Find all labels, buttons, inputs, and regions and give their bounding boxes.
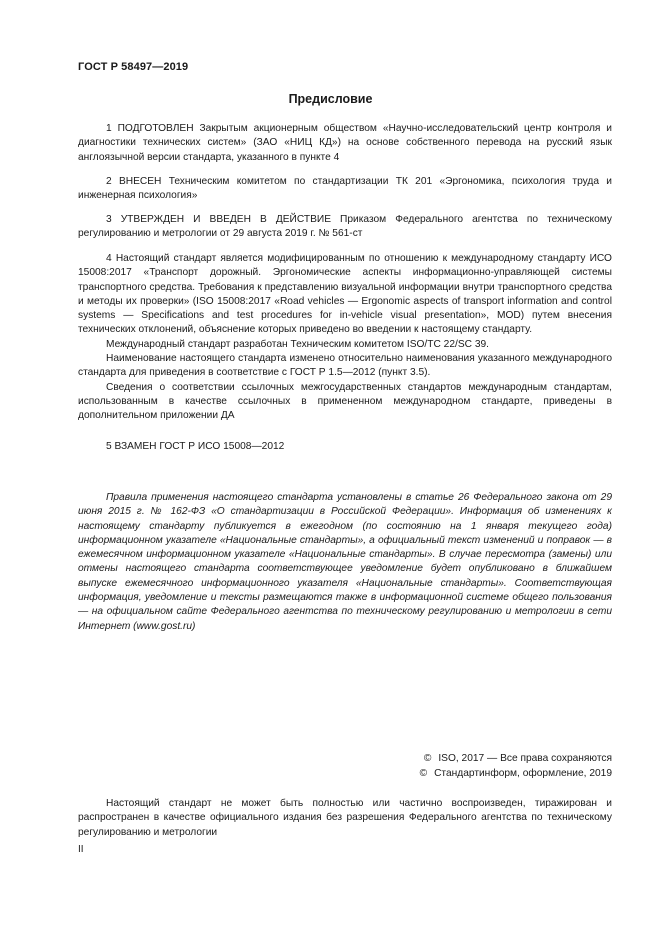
standard-code: ГОСТ Р 58497—2019 [78,61,189,73]
foreword-item-2 [78,175,612,204]
foreword-item-5 [78,440,612,454]
foreword-item-text: 1 ПОДГОТОВЛЕН Закрытым акционерным обществом «Научно-исследовательский центр контроля и диагностики технических систем» (ЗАО «НИЦ КД») на основе собственного перевода на русский язык англоязычной версии стандарта, указанного в пункте 4 [78,123,612,163]
reproduction-notice [78,797,612,840]
foreword-note: Международный стандарт разработан Техническим комитетом ISO/TC 22/SC 39. [106,338,489,350]
foreword-item-text: 4 Настоящий стандарт является модифицированным по отношению к международному стандарту ИСО 15008:2017 «Транспорт дорожный. Эргономические аспекты информационно-управляющей системы транспортного средства. Требования к представлению визуальной информации внутри транспортного средства и методы их проверки» (ISO 15008:2017 «Road vehicles — Ergonomic aspects of transport information and control systems — Specifications and test procedures for in-vehicle visual presentation», MOD) путем внесения технических отклонений, объяснение которых приведено во введении к настоящему стандарту. [78,253,612,336]
copyright-standartinform [420,767,612,781]
copyright-icon: © [423,753,432,764]
reproduction-notice-text: Настоящий стандарт не может быть полностью или частично воспроизведен, тиражирован и распространен в качестве официального издания без разрешения Федерального агентства по техническому регулированию и метрологии [78,798,612,838]
rules-note [78,491,612,634]
foreword-item-text: 3 УТВЕРЖДЕН И ВВЕДЕН В ДЕЙСТВИЕ Приказом Федерального агентства по техническому регулированию и метрологии от 29 августа 2019 г. № 561-ст [78,214,612,240]
copyright-text: Стандартинформ, оформление, 2019 [434,768,612,779]
page-title: Предисловие [288,92,373,106]
copyright-icon: © [419,768,428,779]
foreword-item-1 [78,122,612,165]
foreword-item-text: 2 ВНЕСЕН Техническим комитетом по стандартизации ТК 201 «Эргономика, психология труда и инженерная психология» [78,176,612,202]
foreword-item-4 [78,252,612,424]
foreword-note: Сведения о соответствии ссылочных межгосударственных стандартов международным стандартам, использованным в качестве ссылочных в примененном международном стандарте, приведены в дополнительном приложении ДА [78,381,612,422]
copyright-iso [424,752,612,766]
page-number: II [78,844,84,855]
foreword-item-text: 5 ВЗАМЕН ГОСТ Р ИСО 15008—2012 [106,441,285,452]
foreword-note: Наименование настоящего стандарта изменено относительно наименования указанного международного стандарта для приведения в соответствие с ГОСТ Р 1.5—2012 (пункт 3.5). [78,353,612,379]
foreword-item-3 [78,213,612,242]
copyright-text: ISO, 2017 — Все права сохраняются [438,753,612,764]
rules-note-text: Правила применения настоящего стандарта установлены в статье 26 Федерального закона от 29 июня 2015 г. № 162-ФЗ «О стандартизации в Российской Федерации». Информация об изменениях к настоящему стандарту публикуется в ежегодном (по состоянию на 1 января текущего года) информационном указателе «Национальные стандарты», а официальный текст изменений и поправок — в ежемесячном информационном указателе «Национальные стандарты». В случае пересмотра (замены) или отмены настоящего стандарта соответствующее уведомление будет опубликовано в ближайшем выпуске ежемесячного информационного указателя «Национальные стандарты». Соответствующая информация, уведомление и тексты размещаются также в информационной системе общего пользования — на официальном сайте Федерального агентства по техническому регулированию и метрологии в сети Интернет (www.gost.ru) [78,492,612,632]
